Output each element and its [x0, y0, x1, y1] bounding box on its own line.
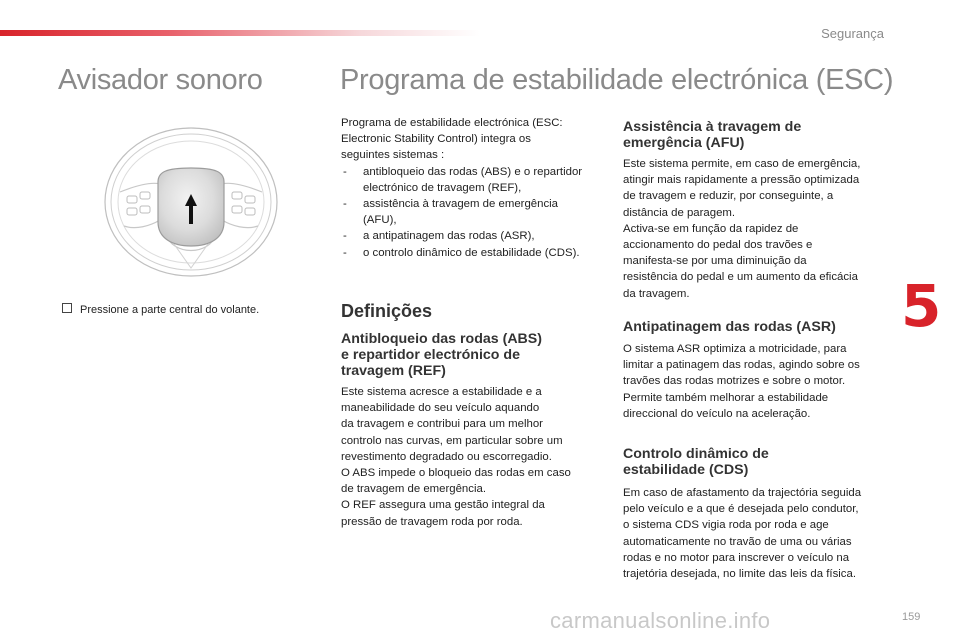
steering-wheel-icon: [100, 122, 282, 282]
afu-text: Este sistema permite, em caso de emergência, atingir mais rapidamente a pressão optimizada de travagem e reduzir, por conseguinte, a distância de paragem. Activa-se em função da rapidez de accionamento do pedal dos travões e manifesta-se por uma diminuição da resistência do pedal e um aumento da eficácia da travagem.: [623, 158, 861, 300]
abs-heading: Antibloqueio das rodas (ABS) e repartidor electrónico de travagem (REF): [341, 331, 542, 379]
systems-list: [341, 164, 611, 261]
section-label: Segurança: [821, 26, 884, 41]
asr-heading: Antipatinagem das rodas (ASR): [623, 319, 836, 335]
abs-text: Este sistema acresce a estabilidade e a maneabilidade do seu veículo aquando da travagem e contribui para um melhor controlo nas curvas, em particular sobre um revestimento degradado ou escorregadio. O ABS impede o bloqueio das rodas em caso de travagem de emergência. O REF assegura uma gestão integral da pressão de travagem roda por roda.: [341, 386, 571, 528]
afu-heading: Assistência à travagem de emergência (AFU): [623, 119, 802, 151]
list-item: - assistência à travagem de emergência (AFU),: [341, 196, 611, 228]
steering-wheel-illustration: [100, 122, 282, 282]
intro-line: Programa de estabilidade electrónica (ESC:: [341, 117, 563, 129]
list-item: - antibloqueio das rodas (ABS) e o repartidor electrónico de travagem (REF),: [341, 164, 611, 196]
esc-intro: [341, 115, 611, 261]
page-number: 159: [902, 611, 921, 623]
intro-line: seguintes sistemas :: [341, 149, 445, 162]
watermark: carmanualsonline.info: [550, 608, 771, 633]
horn-title: Avisador sonoro: [58, 64, 263, 96]
list-item: - o controlo dinâmico de estabilidade (CDS).: [341, 245, 611, 261]
instruction-text: Pressione a parte central do volante.: [80, 304, 260, 316]
horn-instruction: [62, 302, 259, 318]
header-accent-bar: [0, 30, 480, 36]
asr-text: O sistema ASR optimiza a motricidade, para limitar a patinagem das rodas, agindo sobre os travões das rodas motrizes e sobre o motor. Permite também melhorar a estabilidade direccional do veículo na aceleração.: [623, 343, 860, 420]
definitions-heading: Definições: [341, 301, 433, 321]
list-item: - a antipatinagem das rodas (ASR),: [341, 228, 611, 244]
esc-title: Programa de estabilidade electrónica (ESC): [340, 64, 894, 96]
cds-text: Em caso de afastamento da trajectória seguida pelo veículo e a que é desejada pelo condutor, o sistema CDS vigia roda por roda e age automaticamente no travão de uma ou várias rodas e no motor para inscrever o veículo na trajetória desejada, no limite das leis da física.: [623, 487, 862, 581]
cds-heading: Controlo dinâmico de estabilidade (CDS): [623, 446, 769, 478]
intro-line: Electronic Stability Control) integra os: [341, 133, 531, 146]
chapter-number: 5: [901, 272, 942, 340]
checkbox-icon: [62, 303, 72, 313]
